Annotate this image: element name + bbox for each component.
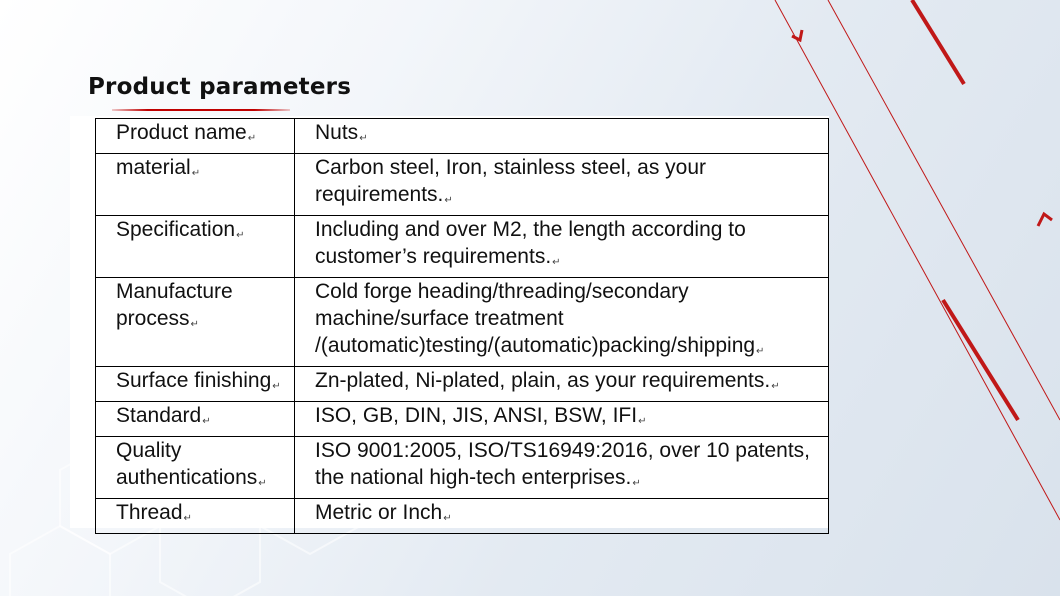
parameter-value: Nuts [315, 121, 359, 144]
paragraph-mark-icon: ↵ [202, 416, 211, 427]
parameter-label-cell [96, 216, 295, 278]
table-row [96, 367, 829, 402]
parameter-label: Product name [116, 121, 247, 144]
parameter-value-cell [295, 119, 829, 154]
title-underline [112, 109, 290, 111]
parameter-value: ISO 9001:2005, ISO/TS16949:2016, over 10 patents, the national high-tech enterprises. [315, 439, 811, 489]
parameter-value-cell [295, 154, 829, 216]
parameter-value: Metric or Inch [315, 501, 443, 524]
paragraph-mark-icon: ↵ [183, 513, 192, 524]
parameter-label-cell [96, 367, 295, 402]
paragraph-mark-icon: ↵ [236, 230, 245, 241]
parameter-value: Cold forge heading/threading/secondary machine/surface treatment /(automatic)testing/(automatic)packing/shipping [315, 280, 756, 357]
parameter-label: Manufacture process [116, 280, 233, 330]
parameter-label: Quality authentications [116, 439, 258, 489]
parameter-value-cell [295, 402, 829, 437]
parameter-value: ISO, GB, DIN, JIS, ANSI, BSW, IFI [315, 404, 638, 427]
table-row [96, 119, 829, 154]
parameter-value: Zn-plated, Ni-plated, plain, as your requirements. [315, 369, 771, 392]
parameter-value-cell [295, 278, 829, 367]
parameter-value-cell [295, 437, 829, 499]
parameter-label-cell [96, 402, 295, 437]
paragraph-mark-icon: ↵ [359, 133, 368, 144]
parameter-value-cell [295, 216, 829, 278]
paragraph-mark-icon: ↵ [771, 381, 780, 392]
table-row [96, 437, 829, 499]
parameter-label-cell [96, 154, 295, 216]
paragraph-mark-icon: ↵ [444, 195, 453, 206]
table-row [96, 499, 829, 534]
page-title: Product parameters [88, 74, 352, 100]
parameter-label: material [116, 156, 191, 179]
parameter-label: Surface finishing [116, 369, 272, 392]
parameter-value-cell [295, 499, 829, 534]
paragraph-mark-icon: ↵ [190, 319, 199, 330]
table-row [96, 154, 829, 216]
parameter-label-cell [96, 278, 295, 367]
parameter-label-cell [96, 437, 295, 499]
parameter-label-cell [96, 119, 295, 154]
paragraph-mark-icon: ↵ [247, 133, 257, 144]
paragraph-mark-icon: ↵ [632, 478, 641, 489]
parameter-value-cell [295, 367, 829, 402]
parameter-value: Carbon steel, Iron, stainless steel, as your requirements. [315, 156, 707, 206]
table-row [96, 402, 829, 437]
parameter-label-cell [96, 499, 295, 534]
paragraph-mark-icon: ↵ [191, 168, 201, 179]
paragraph-mark-icon: ↵ [552, 257, 561, 268]
parameter-label: Thread [116, 501, 183, 524]
parameter-value: Including and over M2, the length according to customer’s requirements. [315, 218, 746, 268]
paragraph-mark-icon: ↵ [272, 381, 281, 392]
paragraph-mark-icon: ↵ [443, 513, 452, 524]
parameter-label: Specification [116, 218, 236, 241]
table-row [96, 216, 829, 278]
paragraph-mark-icon: ↵ [638, 416, 647, 427]
table-row [96, 278, 829, 367]
paragraph-mark-icon: ↵ [756, 346, 765, 357]
paragraph-mark-icon: ↵ [258, 478, 267, 489]
parameter-label: Standard [116, 404, 202, 427]
product-parameters-table [95, 118, 829, 534]
